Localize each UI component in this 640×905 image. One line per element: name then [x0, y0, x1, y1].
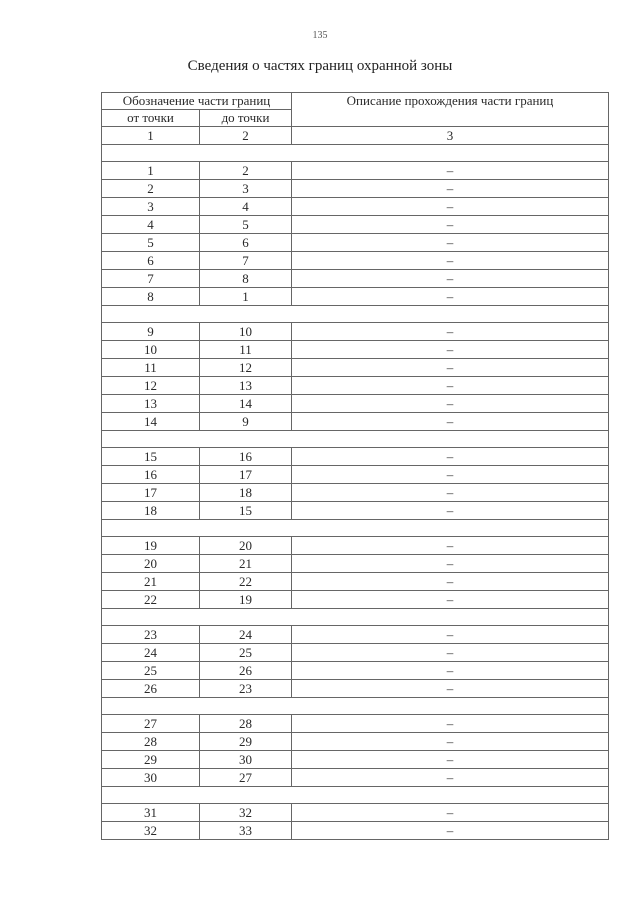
header-to-point: до точки	[200, 110, 292, 127]
description-cell: –	[292, 733, 609, 751]
table-row	[102, 484, 609, 502]
to-point-cell: 5	[200, 216, 292, 234]
table-row	[102, 323, 609, 341]
table-row	[102, 413, 609, 431]
to-point-cell: 30	[200, 751, 292, 769]
description-cell: –	[292, 323, 609, 341]
table-row	[102, 804, 609, 822]
from-point-cell: 31	[102, 804, 200, 822]
description-cell: –	[292, 662, 609, 680]
table-row	[102, 341, 609, 359]
description-cell: –	[292, 502, 609, 520]
description-cell: –	[292, 769, 609, 787]
table-body	[102, 145, 609, 840]
from-point-cell: 11	[102, 359, 200, 377]
from-point-cell: 19	[102, 537, 200, 555]
from-point-cell: 6	[102, 252, 200, 270]
description-cell: –	[292, 804, 609, 822]
from-point-cell: 14	[102, 413, 200, 431]
group-separator-cell	[102, 787, 609, 804]
description-cell: –	[292, 216, 609, 234]
to-point-cell: 12	[200, 359, 292, 377]
from-point-cell: 22	[102, 591, 200, 609]
description-cell: –	[292, 537, 609, 555]
to-point-cell: 4	[200, 198, 292, 216]
table-row	[102, 359, 609, 377]
table-row	[102, 448, 609, 466]
table-row	[102, 162, 609, 180]
description-cell: –	[292, 377, 609, 395]
group-separator-row	[102, 145, 609, 162]
table-row	[102, 216, 609, 234]
from-point-cell: 17	[102, 484, 200, 502]
description-cell: –	[292, 270, 609, 288]
column-number: 1	[102, 127, 200, 145]
description-cell: –	[292, 555, 609, 573]
table-row	[102, 555, 609, 573]
from-point-cell: 15	[102, 448, 200, 466]
to-point-cell: 1	[200, 288, 292, 306]
to-point-cell: 20	[200, 537, 292, 555]
to-point-cell: 32	[200, 804, 292, 822]
group-separator-row	[102, 787, 609, 804]
table-header	[102, 93, 609, 145]
to-point-cell: 27	[200, 769, 292, 787]
description-cell: –	[292, 715, 609, 733]
from-point-cell: 13	[102, 395, 200, 413]
table-row	[102, 537, 609, 555]
description-cell: –	[292, 822, 609, 840]
to-point-cell: 21	[200, 555, 292, 573]
from-point-cell: 21	[102, 573, 200, 591]
to-point-cell: 23	[200, 680, 292, 698]
description-cell: –	[292, 288, 609, 306]
group-separator-cell	[102, 609, 609, 626]
to-point-cell: 14	[200, 395, 292, 413]
table-row	[102, 198, 609, 216]
table-row	[102, 680, 609, 698]
from-point-cell: 30	[102, 769, 200, 787]
table-row	[102, 822, 609, 840]
table-row	[102, 252, 609, 270]
from-point-cell: 18	[102, 502, 200, 520]
table-row	[102, 733, 609, 751]
from-point-cell: 9	[102, 323, 200, 341]
to-point-cell: 28	[200, 715, 292, 733]
from-point-cell: 24	[102, 644, 200, 662]
from-point-cell: 10	[102, 341, 200, 359]
to-point-cell: 26	[200, 662, 292, 680]
table-row	[102, 502, 609, 520]
to-point-cell: 17	[200, 466, 292, 484]
from-point-cell: 28	[102, 733, 200, 751]
table-row	[102, 644, 609, 662]
description-cell: –	[292, 341, 609, 359]
table-row	[102, 715, 609, 733]
to-point-cell: 33	[200, 822, 292, 840]
from-point-cell: 16	[102, 466, 200, 484]
description-cell: –	[292, 234, 609, 252]
group-separator-row	[102, 520, 609, 537]
description-cell: –	[292, 413, 609, 431]
to-point-cell: 25	[200, 644, 292, 662]
to-point-cell: 3	[200, 180, 292, 198]
table-row	[102, 234, 609, 252]
description-cell: –	[292, 626, 609, 644]
description-cell: –	[292, 680, 609, 698]
table-row	[102, 288, 609, 306]
from-point-cell: 7	[102, 270, 200, 288]
from-point-cell: 2	[102, 180, 200, 198]
group-separator-cell	[102, 145, 609, 162]
to-point-cell: 6	[200, 234, 292, 252]
from-point-cell: 25	[102, 662, 200, 680]
to-point-cell: 10	[200, 323, 292, 341]
group-separator-row	[102, 306, 609, 323]
column-numbers-row	[102, 127, 609, 145]
table-row	[102, 270, 609, 288]
from-point-cell: 4	[102, 216, 200, 234]
group-separator-cell	[102, 306, 609, 323]
from-point-cell: 23	[102, 626, 200, 644]
from-point-cell: 8	[102, 288, 200, 306]
to-point-cell: 24	[200, 626, 292, 644]
page-number: 135	[312, 30, 328, 41]
group-separator-cell	[102, 520, 609, 537]
table-row	[102, 573, 609, 591]
boundary-parts-table	[101, 92, 609, 840]
to-point-cell: 13	[200, 377, 292, 395]
column-number: 2	[200, 127, 292, 145]
from-point-cell: 1	[102, 162, 200, 180]
description-cell: –	[292, 252, 609, 270]
description-cell: –	[292, 448, 609, 466]
table-row	[102, 626, 609, 644]
to-point-cell: 2	[200, 162, 292, 180]
description-cell: –	[292, 644, 609, 662]
from-point-cell: 26	[102, 680, 200, 698]
table-row	[102, 466, 609, 484]
table-row	[102, 769, 609, 787]
from-point-cell: 32	[102, 822, 200, 840]
from-point-cell: 20	[102, 555, 200, 573]
description-cell: –	[292, 573, 609, 591]
to-point-cell: 9	[200, 413, 292, 431]
to-point-cell: 19	[200, 591, 292, 609]
table-row	[102, 395, 609, 413]
group-separator-row	[102, 698, 609, 715]
to-point-cell: 15	[200, 502, 292, 520]
description-cell: –	[292, 198, 609, 216]
table-row	[102, 180, 609, 198]
description-cell: –	[292, 751, 609, 769]
table-row	[102, 751, 609, 769]
group-separator-row	[102, 609, 609, 626]
group-separator-cell	[102, 698, 609, 715]
from-point-cell: 3	[102, 198, 200, 216]
from-point-cell: 27	[102, 715, 200, 733]
description-cell: –	[292, 359, 609, 377]
group-separator-cell	[102, 431, 609, 448]
table-row	[102, 662, 609, 680]
group-separator-row	[102, 431, 609, 448]
document-title: Сведения о частях границ охранной зоны	[187, 58, 453, 74]
from-point-cell: 29	[102, 751, 200, 769]
description-cell: –	[292, 466, 609, 484]
column-number: 3	[292, 127, 609, 145]
header-from-point: от точки	[102, 110, 200, 127]
from-point-cell: 12	[102, 377, 200, 395]
header-description: Описание прохождения части границ	[292, 93, 609, 127]
description-cell: –	[292, 180, 609, 198]
from-point-cell: 5	[102, 234, 200, 252]
description-cell: –	[292, 162, 609, 180]
to-point-cell: 18	[200, 484, 292, 502]
to-point-cell: 8	[200, 270, 292, 288]
table-row	[102, 377, 609, 395]
table-row	[102, 591, 609, 609]
to-point-cell: 22	[200, 573, 292, 591]
description-cell: –	[292, 591, 609, 609]
to-point-cell: 11	[200, 341, 292, 359]
to-point-cell: 16	[200, 448, 292, 466]
header-boundary-designation: Обозначение части границ	[102, 93, 292, 110]
description-cell: –	[292, 484, 609, 502]
to-point-cell: 7	[200, 252, 292, 270]
to-point-cell: 29	[200, 733, 292, 751]
description-cell: –	[292, 395, 609, 413]
